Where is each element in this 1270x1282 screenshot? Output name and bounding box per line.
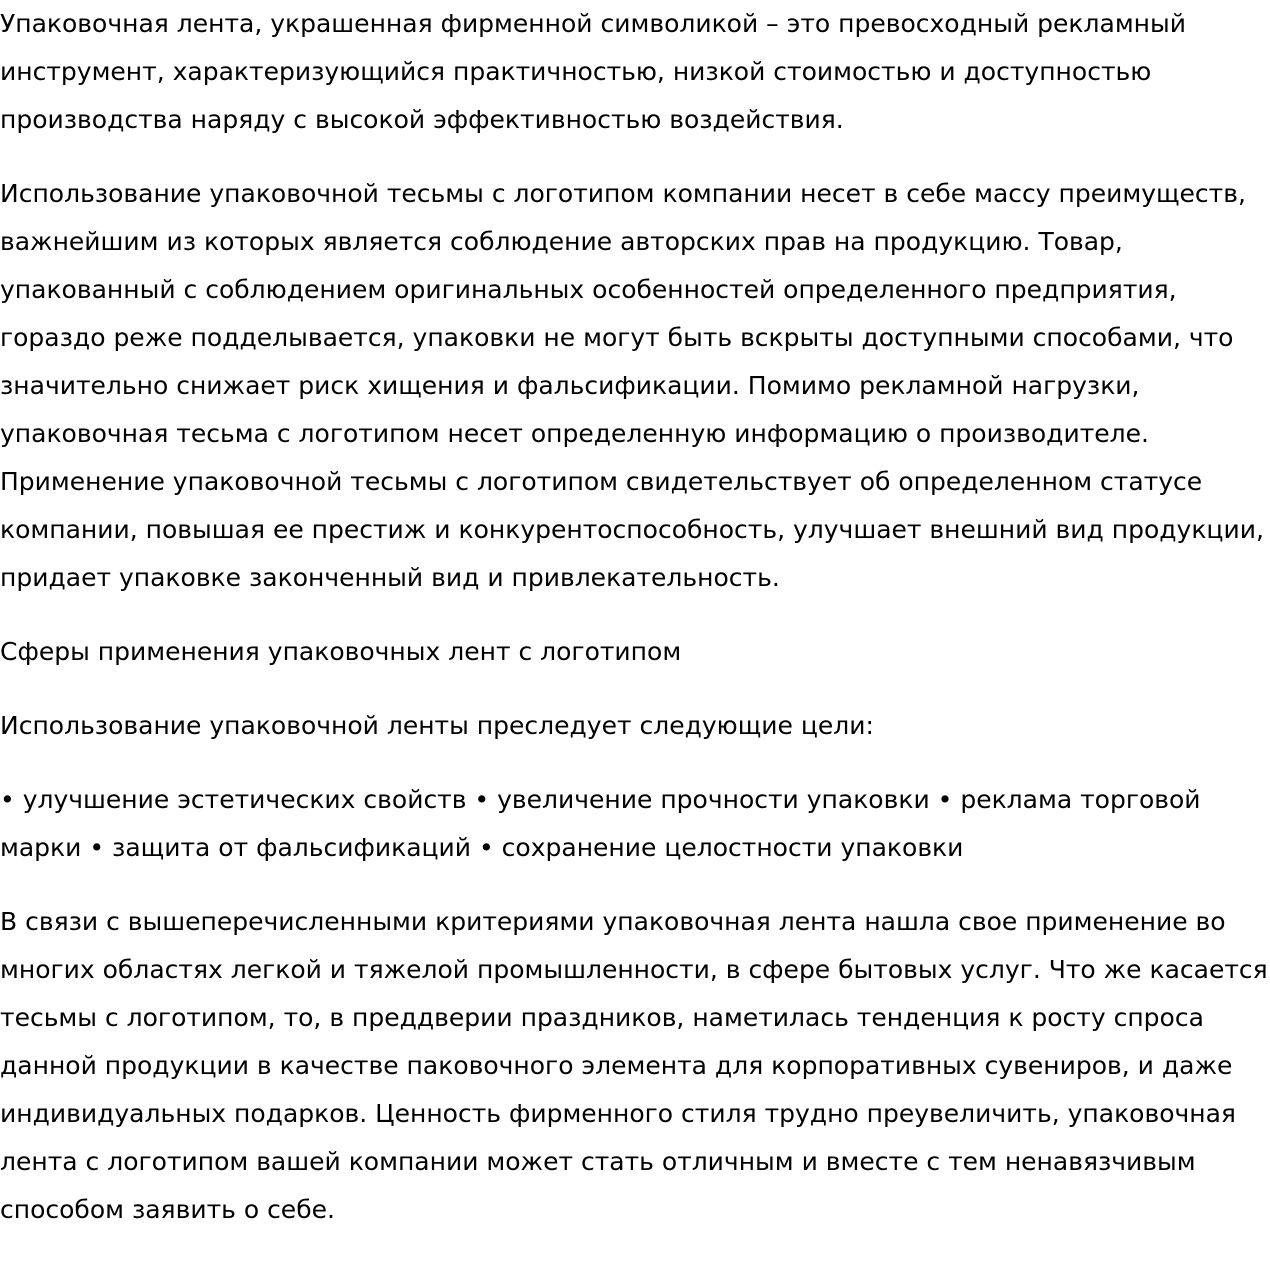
goals-intro-paragraph: Использование упаковочной ленты преследует следующие цели: [0,711,874,740]
advantages-paragraph: Использование упаковочной тесьмы с логотипом компании несет в себе массу преимуществ, важнейшим из которых является соблюдение авторских прав на продукцию. Товар, упакованный с соблюдением оригинальных особенностей определенного предприятия, гораздо реже подделывается, упаковки не могут быть вскрыты доступными способами, что значительно снижает риск хищения и фальсификации. Помимо рекламной нагрузки, упаковочная тесьма с логотипом несет определенную информацию о производителе. Применение упаковочной тесьмы с логотипом свидетельствует об определенном статусе компании, повышая ее престиж и конкурентоспособность, улучшает внешний вид продукции, придает упаковке законченный вид и привлекательность. [0,179,1264,592]
intro-paragraph: Упаковочная лента, украшенная фирменной символикой – это превосходный рекламный инструмент, характеризующийся практичностью, низкой стоимостью и доступностью производства наряду с высокой эффективностью воздействия. [0,9,1187,134]
application-paragraph: В связи с вышеперечисленными критериями упаковочная лента нашла свое применение во многих областях легкой и тяжелой промышленности, в сфере бытовых услуг. Что же касается тесьмы с логотипом, то, в преддверии праздников, наметилась тенденция к росту спроса данной продукции в качестве паковочного элемента для корпоративных сувениров, и даже индивидуальных подарков. Ценность фирменного стиля трудно преувеличить, упаковочная лента с логотипом вашей компании может стать отличным и вместе с тем ненавязчивым способом заявить о себе. [0,907,1268,1224]
section-heading: Сферы применения упаковочных лент с логотипом [0,637,682,666]
goals-list: • улучшение эстетических свойств • увеличение прочности упаковки • реклама торговой марки • защита от фальсификаций • сохранение целостности упаковки [0,785,1201,862]
